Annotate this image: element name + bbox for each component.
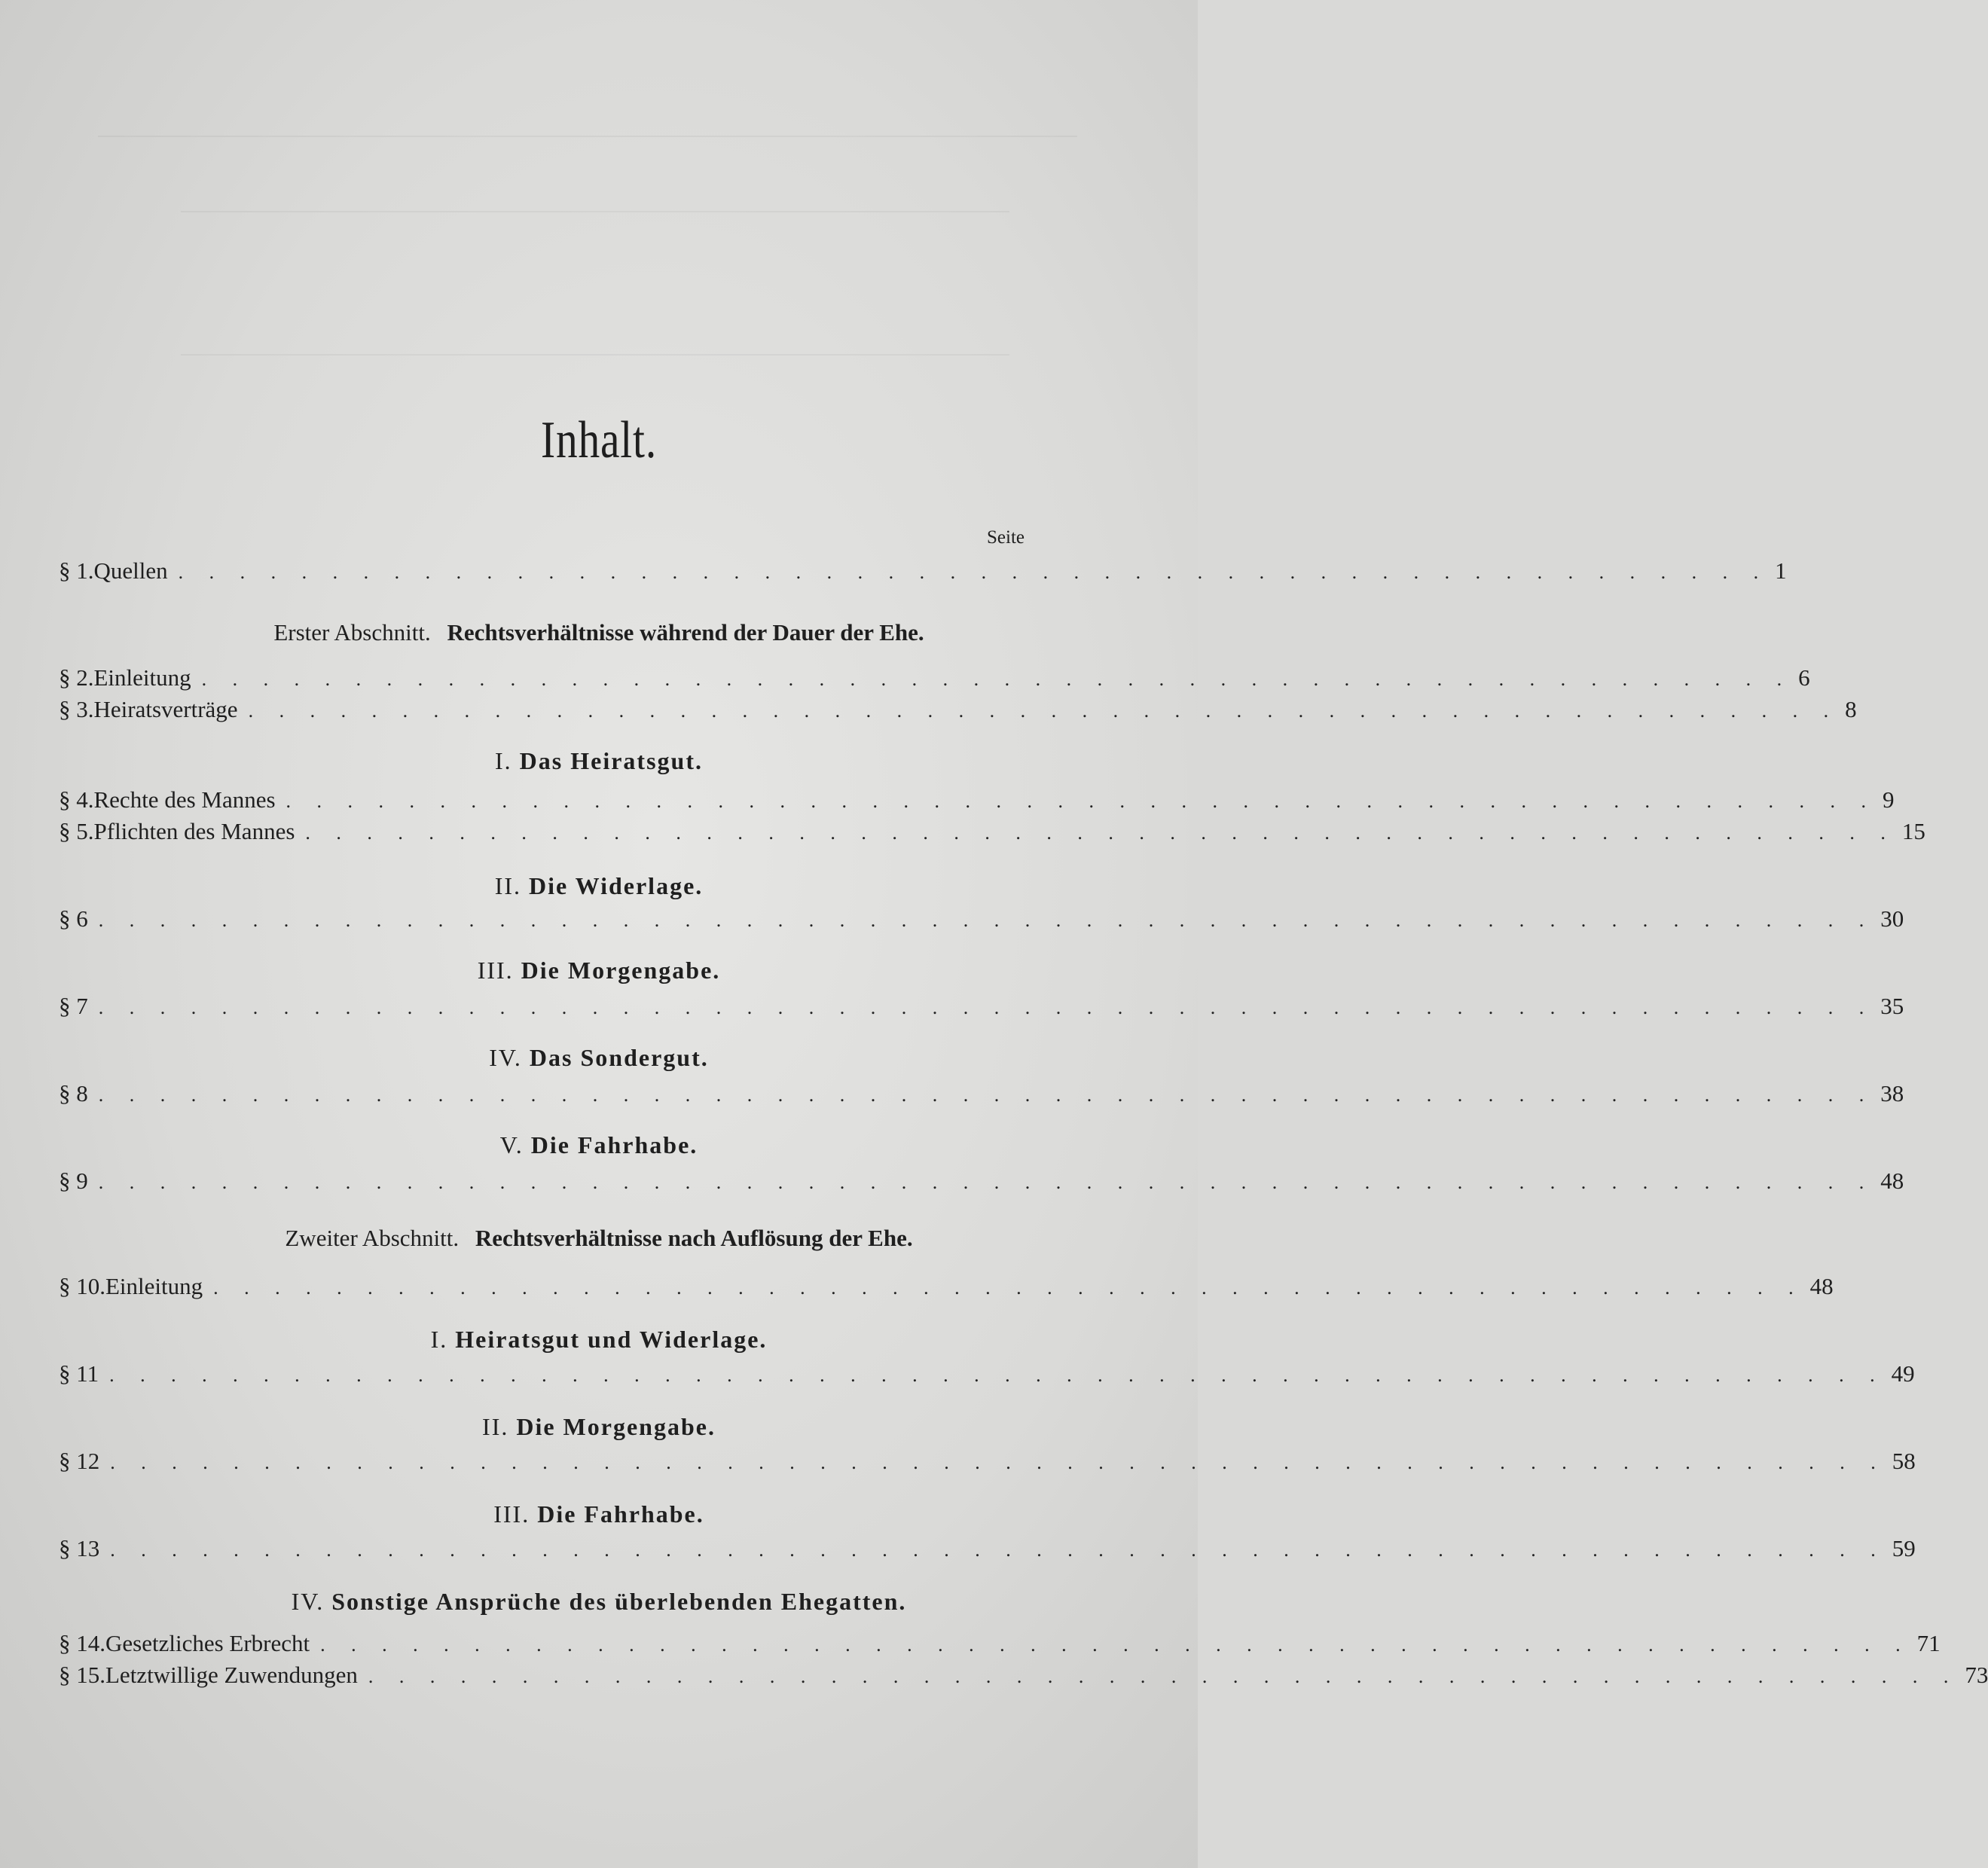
subsection-heading (0, 747, 1198, 775)
toc-entry[interactable] (59, 664, 1810, 696)
subsection-title: Das Heiratsgut. (519, 747, 703, 774)
dot-leader: . . . . . . . . . . . . . . . . . . . . . . . . . . . . . . . . . . . . . . . . . . . . . . . . . . . . (248, 700, 1840, 722)
toc-entry[interactable] (59, 1662, 1988, 1693)
section-number: § 7 (59, 993, 88, 1019)
dot-leader: . . . . . . . . . . . . . . . . . . . . . . . . . . . . . . . . . . . . . . . . . . . . . . . . . . . . . . . . . . (98, 1084, 1875, 1106)
toc-entry[interactable] (59, 993, 1904, 1024)
dot-leader: . . . . . . . . . . . . . . . . . . . . . . . . . . . . . . . . . . . . . . . . . . . . . . . . . . . . . . . . . . (98, 909, 1875, 931)
toc-entry[interactable] (59, 786, 1895, 818)
subsection-heading (0, 1326, 1198, 1354)
entry-label: Heiratsverträge (93, 696, 238, 722)
subsection-title: Die Morgengabe. (521, 957, 721, 984)
roman-numeral: II. (494, 872, 522, 899)
subsection-heading (0, 1588, 1198, 1616)
dot-leader: . . . . . . . . . . . . . . . . . . . . . . . . . . . . . . . . . . . . . . . . . . . . . . . . . . . . (201, 668, 1793, 690)
toc-entry[interactable] (59, 818, 1925, 850)
section-number: § 8 (59, 1080, 88, 1106)
subsection-title: Heiratsgut und Widerlage. (455, 1326, 768, 1353)
page-number: 48 (1880, 1168, 1904, 1194)
section-number: § 3. (59, 696, 94, 722)
toc-entry[interactable] (59, 1630, 1941, 1662)
roman-numeral: V. (499, 1131, 524, 1158)
section-number: § 6 (59, 905, 88, 932)
entry-label: Einleitung (105, 1273, 203, 1299)
page-number: 48 (1809, 1273, 1834, 1299)
subsection-heading (0, 1413, 1198, 1441)
bleed-through-decoration (98, 105, 1077, 137)
subsection-title: Sonstige Ansprüche des überlebenden Ehegatten. (331, 1588, 907, 1615)
part-label: Erster Abschnitt. (273, 619, 431, 646)
roman-numeral: III. (477, 957, 514, 984)
toc-entry[interactable] (59, 1168, 1904, 1199)
toc-entry[interactable] (59, 1535, 1916, 1567)
section-number: § 2. (59, 664, 94, 691)
subsection-heading (0, 872, 1198, 900)
page-number: 38 (1880, 1080, 1904, 1106)
subsection-title: Die Widerlage. (529, 872, 704, 899)
subsection-heading (0, 1044, 1198, 1072)
toc-entry[interactable] (59, 557, 1787, 589)
section-number: § 15. (59, 1662, 105, 1688)
bleed-through-decoration (181, 331, 1009, 356)
page-number: 30 (1880, 905, 1904, 932)
subsection-heading (0, 1131, 1198, 1159)
roman-numeral: I. (495, 747, 512, 774)
toc-entry[interactable] (59, 905, 1904, 937)
page-number: 35 (1880, 993, 1904, 1019)
subsection-heading (0, 1500, 1198, 1528)
entry-label: Quellen (93, 557, 168, 584)
section-number: § 5. (59, 818, 94, 844)
subsection-heading (0, 957, 1198, 984)
dot-leader: . . . . . . . . . . . . . . . . . . . . . . . . . . . . . . . . . . . . . . . . . . . . . . . . . . . . (178, 561, 1770, 583)
subsection-title: Die Fahrhabe. (537, 1500, 704, 1528)
dot-leader: . . . . . . . . . . . . . . . . . . . . . . . . . . . . . . . . . . . . . . . . . . . . . . . . . . . . (305, 822, 1896, 844)
page-number: 9 (1883, 786, 1895, 813)
page-number: 1 (1775, 557, 1787, 584)
section-number: § 1. (59, 557, 94, 584)
page-number: 71 (1916, 1630, 1941, 1656)
toc-entry[interactable] (59, 1080, 1904, 1112)
section-number: § 4. (59, 786, 94, 813)
dot-leader: . . . . . . . . . . . . . . . . . . . . . . . . . . . . . . . . . . . . . . . . . . . . . . . . . . . . . . . . . . (98, 1171, 1875, 1193)
page-number: 49 (1891, 1360, 1915, 1387)
section-number: § 10. (59, 1273, 105, 1299)
entry-label: Einleitung (93, 664, 191, 691)
subsection-title: Die Fahrhabe. (530, 1131, 698, 1158)
section-heading-part-1 (0, 619, 1198, 646)
section-number: § 11 (59, 1360, 99, 1387)
section-number: § 14. (59, 1630, 105, 1656)
toc-entry[interactable] (59, 696, 1857, 728)
part-title: Rechtsverhältnisse während der Dauer der Ehe. (447, 619, 924, 646)
subsection-title: Die Morgengabe. (516, 1413, 716, 1440)
section-number: § 12 (59, 1448, 100, 1474)
section-number: § 13 (59, 1535, 100, 1561)
page-number: 73 (1965, 1662, 1988, 1688)
dot-leader: . . . . . . . . . . . . . . . . . . . . . . . . . . . . . . . . . . . . . . . . . . . . . . . . . . . . . . . . . . (98, 997, 1875, 1018)
entry-label: Letztwillige Zuwendungen (105, 1662, 358, 1688)
toc-entry[interactable] (59, 1360, 1915, 1392)
page-number: 58 (1892, 1448, 1916, 1474)
toc-entry[interactable] (59, 1448, 1916, 1479)
subsection-title: Das Sondergut. (529, 1044, 709, 1071)
roman-numeral: III. (493, 1500, 530, 1528)
page-number: 15 (1901, 818, 1925, 844)
dot-leader: . . . . . . . . . . . . . . . . . . . . . . . . . . . . . . . . . . . . . . . . . . . . . . . . . . . . (320, 1634, 1911, 1656)
section-heading-part-2 (0, 1225, 1198, 1252)
dot-leader: . . . . . . . . . . . . . . . . . . . . . . . . . . . . . . . . . . . . . . . . . . . . . . . . . . . . . . . . . . (110, 1539, 1886, 1561)
dot-leader: . . . . . . . . . . . . . . . . . . . . . . . . . . . . . . . . . . . . . . . . . . . . . . . . . . . . . . . . . . (109, 1364, 1886, 1386)
page-number: 6 (1798, 664, 1810, 691)
roman-numeral: II. (482, 1413, 509, 1440)
toc-entry[interactable] (59, 1273, 1834, 1305)
dot-leader: . . . . . . . . . . . . . . . . . . . . . . . . . . . . . . . . . . . . . . . . . . . . . . . . . . . . (286, 790, 1877, 812)
bleed-through-decoration (181, 188, 1009, 212)
entry-label: Rechte des Mannes (93, 786, 276, 813)
roman-numeral: IV. (291, 1588, 325, 1615)
page-number: 59 (1892, 1535, 1916, 1561)
dot-leader: . . . . . . . . . . . . . . . . . . . . . . . . . . . . . . . . . . . . . . . . . . . . . . . . . . . . (213, 1277, 1804, 1299)
entry-label: Pflichten des Mannes (93, 818, 295, 844)
page-title: Inhalt. (541, 411, 657, 469)
dot-leader: . . . . . . . . . . . . . . . . . . . . . . . . . . . . . . . . . . . . . . . . . . . . . . . . . . . . . . . . . . (110, 1451, 1886, 1473)
section-number: § 9 (59, 1168, 88, 1194)
entry-label: Gesetzliches Erbrecht (105, 1630, 310, 1656)
part-title: Rechtsverhältnisse nach Auflösung der Ehe. (475, 1225, 913, 1251)
dot-leader: . . . . . . . . . . . . . . . . . . . . . . . . . . . . . . . . . . . . . . . . . . . . . . . . . . . . (368, 1665, 1959, 1687)
page-column-header: Seite (987, 527, 1025, 548)
page-number: 8 (1845, 696, 1857, 722)
part-label: Zweiter Abschnitt. (285, 1225, 460, 1251)
roman-numeral: I. (430, 1326, 448, 1353)
roman-numeral: IV. (489, 1044, 522, 1071)
